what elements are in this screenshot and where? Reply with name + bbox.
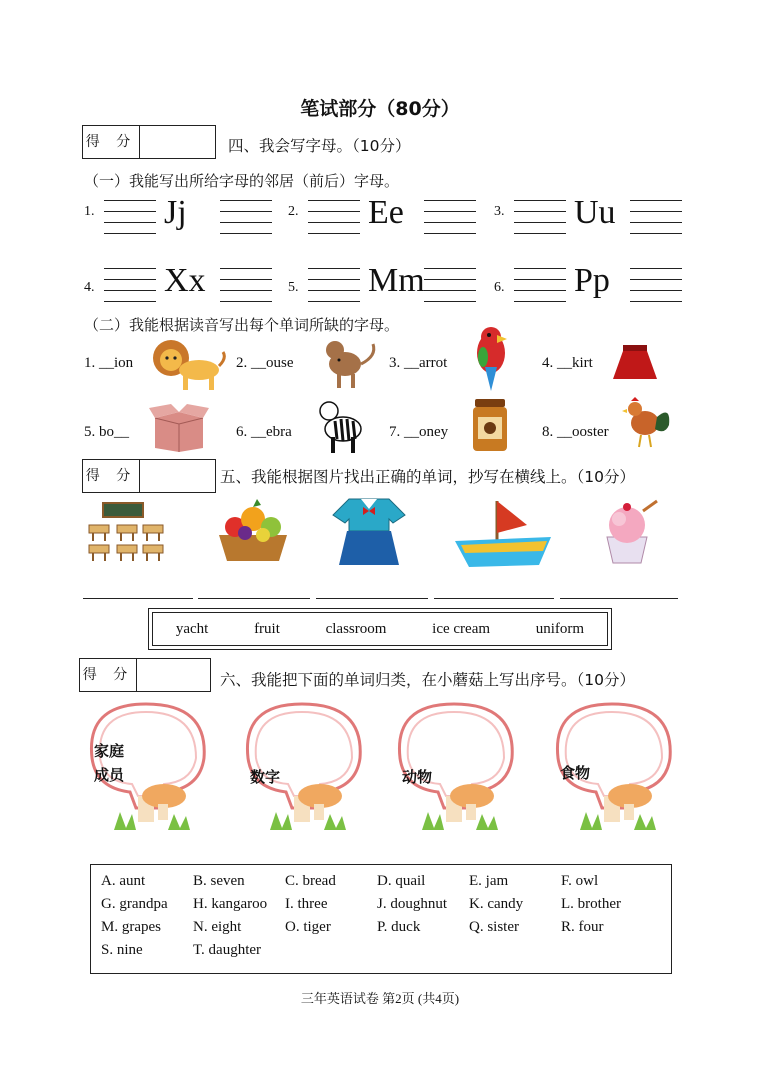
writing-line [514,268,566,269]
word-options-box [90,864,672,974]
before-letter-lines[interactable] [104,200,156,244]
writing-line [630,200,682,201]
after-letter-lines[interactable] [220,268,272,312]
writing-line [308,211,360,212]
writing-line [424,279,476,280]
answer-line[interactable] [83,598,193,599]
writing-line [104,279,156,280]
box-icon [148,402,210,452]
before-letter-lines[interactable] [308,268,360,312]
score-field[interactable] [140,460,215,492]
section-4-sub1: （一）我能写出所给字母的邻居（前后）字母。 [84,172,400,190]
word-option: J. doughnut [377,896,448,912]
word-option: Q. sister [469,919,519,935]
word-option: E. jam [469,873,509,889]
writing-line [630,233,682,234]
after-letter-lines[interactable] [630,268,682,312]
writing-line [308,279,360,280]
word-item: 4. __kirt [542,355,593,371]
word-option: B. seven [193,873,245,889]
section-5-heading: 五、我能根据图片找出正确的单词，抄写在横线上。（10分） [220,468,635,486]
writing-line [424,290,476,291]
section-4-heading: 四、我会写字母。（10分） [228,137,411,155]
honey-jar-icon [468,396,512,454]
writing-line [630,290,682,291]
writing-line [308,301,360,302]
classroom-icon [86,500,166,564]
after-letter-lines[interactable] [424,268,476,312]
writing-line [104,222,156,223]
skirt-icon [610,342,660,382]
writing-line [308,268,360,269]
rooster-icon [620,394,674,450]
given-letter: Ee [368,194,404,231]
letter-number: 4. [84,280,95,295]
before-letter-lines[interactable] [308,200,360,244]
parrot-icon [466,322,516,394]
page-title: 笔试部分（80分） [300,98,460,120]
writing-line [220,233,272,234]
score-label: 得 分 [80,659,137,691]
writing-line [104,268,156,269]
score-label: 得 分 [83,126,140,158]
given-letter: Jj [164,194,187,231]
word-option: C. bread [285,873,336,889]
writing-line [104,301,156,302]
writing-line [514,290,566,291]
writing-line [630,222,682,223]
writing-line [220,211,272,212]
word-choice: classroom [325,620,387,637]
given-letter: Xx [164,262,206,299]
writing-line [514,222,566,223]
answer-line[interactable] [316,598,428,599]
writing-line [424,211,476,212]
word-item: 7. __oney [389,424,449,440]
writing-line [424,200,476,201]
writing-line [630,211,682,212]
word-option: N. eight [193,919,242,935]
zebra-icon [308,394,370,456]
word-item: 8. __ooster [542,424,609,440]
writing-line [220,301,272,302]
writing-line [308,200,360,201]
word-item: 6. __ebra [236,424,292,440]
writing-line [424,222,476,223]
before-letter-lines[interactable] [104,268,156,312]
section-6-heading: 六、我能把下面的单词归类，在小蘑菇上写出序号。（10分） [220,671,635,689]
mouse-icon [316,335,382,395]
writing-line [104,211,156,212]
word-option: R. four [561,919,604,935]
writing-line [104,290,156,291]
word-option: T. daughter [193,942,262,958]
writing-line [424,233,476,234]
yacht-icon [450,494,556,572]
writing-line [308,222,360,223]
given-letter: Pp [574,262,610,299]
lion-icon [148,335,228,395]
letter-number: 6. [494,280,505,295]
writing-line [104,233,156,234]
writing-line [220,200,272,201]
section-4-sub2: （二）我能根据读音写出每个单词所缺的字母。 [84,316,400,334]
writing-line [514,301,566,302]
word-option: M. grapes [101,919,161,935]
word-option: S. nine [101,942,143,958]
score-box-5 [82,459,216,493]
given-letter: Mm [368,262,425,299]
word-option: A. aunt [101,873,146,889]
writing-line [630,268,682,269]
writing-line [220,290,272,291]
word-option: O. tiger [285,919,331,935]
word-choice: fruit [254,620,280,637]
writing-line [104,200,156,201]
letter-number: 5. [288,280,299,295]
writing-line [514,279,566,280]
after-letter-lines[interactable] [630,200,682,244]
fruit-basket-icon [212,496,294,566]
mushroom-label: 数字 [250,768,281,786]
mushroom-label: 食物 [560,764,591,782]
mushroom-label: 成员 [94,766,125,784]
writing-line [514,233,566,234]
writing-line [308,290,360,291]
word-option: G. grandpa [101,896,168,912]
writing-line [514,200,566,201]
score-field[interactable] [137,659,210,691]
score-label: 得 分 [83,460,140,492]
uniform-icon [330,494,408,568]
word-choice: uniform [535,620,585,637]
word-option: L. brother [561,896,621,912]
writing-line [220,268,272,269]
score-box-6 [79,658,211,692]
writing-line [220,222,272,223]
writing-line [514,211,566,212]
after-letter-lines[interactable] [220,200,272,244]
mushroom-label: 家庭 [94,742,125,760]
writing-line [630,301,682,302]
word-option: K. candy [469,896,524,912]
score-field[interactable] [140,126,215,158]
before-letter-lines[interactable] [514,268,566,312]
writing-line [424,268,476,269]
answer-line[interactable] [560,598,678,599]
word-item: 5. bo__ [84,424,129,440]
after-letter-lines[interactable] [424,200,476,244]
word-choice: ice cream [432,620,491,637]
word-option: D. quail [377,873,426,889]
letter-number: 2. [288,204,299,219]
word-option: I. three [285,896,328,912]
before-letter-lines[interactable] [514,200,566,244]
letter-number: 1. [84,204,95,219]
word-option: P. duck [377,919,421,935]
writing-line [630,279,682,280]
word-option: H. kangaroo [193,896,268,912]
score-box-4 [82,125,216,159]
given-letter: Uu [574,194,616,231]
word-choice-box [148,608,612,650]
word-item: 1. __ion [84,355,134,371]
word-item: 3. __arrot [389,355,448,371]
word-option: F. owl [561,873,599,889]
answer-line[interactable] [198,598,310,599]
mushroom-label: 动物 [402,768,433,786]
letter-number: 3. [494,204,505,219]
writing-line [308,233,360,234]
answer-line[interactable] [434,598,554,599]
page-footer: 三年英语试卷 第2页 (共4页) [300,991,460,1006]
writing-line [220,279,272,280]
ice-cream-icon [592,496,662,568]
word-item: 2. __ouse [236,355,294,371]
writing-line [424,301,476,302]
word-choice: yacht [175,620,209,637]
